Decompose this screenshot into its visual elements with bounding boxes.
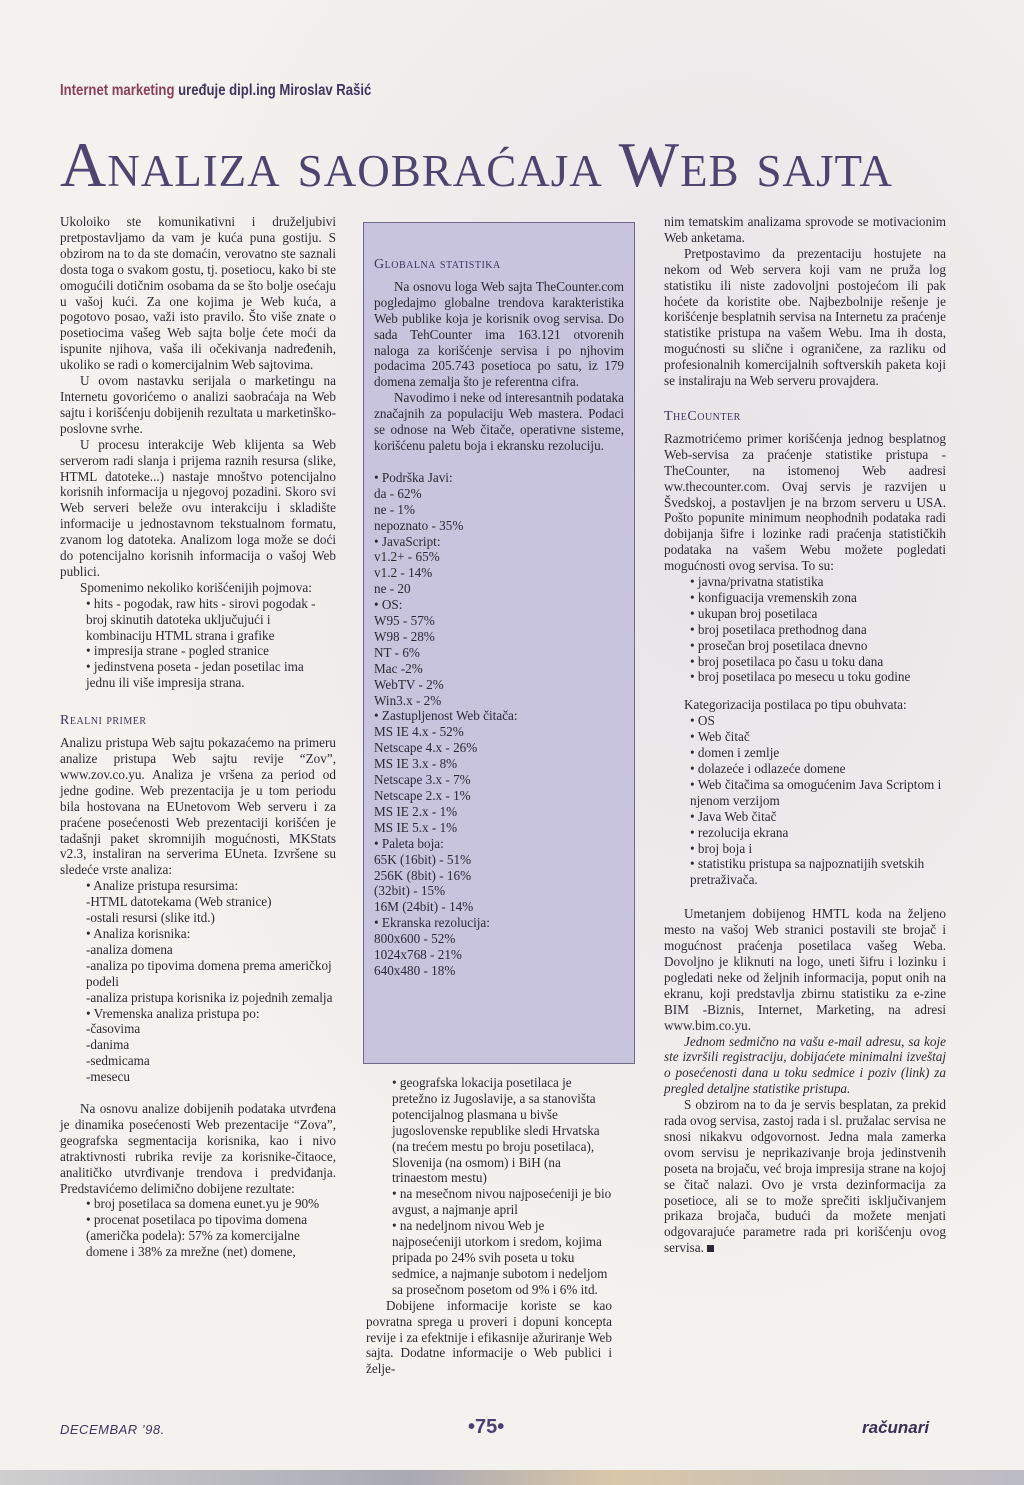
list-item: ne - 1%: [374, 501, 416, 517]
column-3: [664, 214, 946, 1256]
closing-text: S obzirom na to da je servis besplatan, za prekid rada ovog servisa, zastoj rada i sl. pružalac servisa ne snosi nikakvu odgovornost. Jedna mala zamerka ovom servisu je neprikazivanje broja jedinstvenih poseta na brojaču, već broja impresija strane na kojoj se čitač nalazi. Ovo je vrsta dezinformacija za posetioce, ali se to može sprečiti isključivanjem prikaza brojača, budući da možete menjati odgovarajuće parametre rada pri korišćenju ovog servisa.: [664, 1097, 946, 1256]
list-item: 256K (8bit) - 16%: [374, 867, 472, 883]
paragraph: Analizu pristupa Web sajtu pokazaćemo na primeru analize pristupa Web sajtu revije “Zov”, www.zov.co.yu. Analiza je vršena za period od jedne godine. Web prezentacija je u tom periodu bila hostovana na EUnetovom Web serveru i za praćene posećenosti Web prezentaciji korišćen je tadašnji paket skromnijih mogućnosti, MKStats v2.3, instaliran na serverima EUneta. Izvršene su sledeće vrste analiza:: [60, 735, 336, 878]
list-item: • OS: [664, 713, 946, 729]
list-item: Mac -2%: [374, 660, 423, 676]
list-item: MS IE 4.x - 52%: [374, 724, 464, 740]
list-item: -analiza domena: [86, 941, 173, 957]
paragraph: Dobijene informacije koriste se kao povratna sprega u proveri i dopuni koncepta revije i za efektnije i efikasnije ažuriranje Web sajta. Dodatne informacije o Web publici i želje-: [366, 1297, 612, 1377]
list-item: • Web čitač: [664, 729, 946, 745]
list-item: • JavaScript:: [374, 533, 441, 549]
list-item: • Vremenska analiza pristupa po:: [86, 1005, 260, 1021]
list-item: -sedmicama: [86, 1053, 150, 1069]
list-item: -časovima: [86, 1021, 141, 1037]
page-number: •75•: [468, 1416, 505, 1438]
list-item: • dolazeće i odlazeće domene: [664, 761, 946, 777]
box-heading: Globalna statistika: [374, 257, 501, 272]
paragraph-italic: Jednom sedmično na vašu e-mail adresu, sa koje ste izvršili registraciju, dobijaćete minimalni izveštaj o posećenosti dana u toku sedmice i poziv (link) za pregled detaljne statistike pristupa.: [664, 1033, 946, 1097]
paragraph: Spomenimo nekoliko korišćenijih pojmova:: [80, 579, 312, 595]
list-item: • Paleta boja:: [374, 835, 444, 851]
list-item: Netscape 4.x - 26%: [374, 740, 478, 756]
list-item: • jedinstvena poseta - jedan posetilac ima jednu ili više impresija strana.: [60, 659, 336, 691]
list-item: • konfiguacija vremenskih zona: [664, 590, 946, 606]
list-item: -analiza pristupa korisnika iz pojednih zemalja: [86, 989, 333, 1005]
list-item: • procenat posetilaca po tipovima domena (američka podela): 57% za komercijalne domene i 38% za mrežne (net) domene,: [60, 1212, 336, 1260]
list-item: v1.2 - 14%: [374, 565, 433, 581]
list-item: 65K (16bit) - 51%: [374, 851, 472, 867]
paragraph: U procesu interakcije Web klijenta sa Web serverom radi slanja i prijema raznih resursa (slike, HTML datoteke...) nastaje mnoštvo potencijalno korisnih informacija u njegovoj pozadini. Skoro svi Web serveri beleže ovu interakciju i skladište informacije u jednostavnom tekstualnom formatu, zvanom log datoteka. Analizom loga može se doći do potencijalno korisnih informacija o vašoj Web publici.: [60, 436, 336, 579]
section-accent: Internet marketing: [60, 82, 175, 99]
paragraph: U ovom nastavku serijala o marketingu na Internetu govorićemo o analizi saobraćaja na Web sajtu i korišćenju dobijenih rezultata u marketinško-poslovne svrhe.: [60, 373, 336, 436]
list-item: • Ekranska rezolucija:: [374, 915, 490, 931]
column-2: [366, 1075, 612, 1377]
list-item: • statistiku pristupa sa najpoznatijih svetskih pretraživača.: [664, 856, 946, 888]
list-item: -danima: [86, 1037, 130, 1053]
section-heading: Realni primer: [60, 713, 147, 729]
column-1: [60, 214, 336, 1260]
list-item: • domen i zemlje: [664, 745, 946, 761]
list-item: • broj posetilaca po mesecu u toku godine: [664, 669, 946, 685]
list-item: MS IE 2.x - 1%: [374, 803, 458, 819]
list-item: • Analiza korisnika:: [86, 925, 191, 941]
list-item: W95 - 57%: [374, 613, 435, 629]
list-item: W98 - 28%: [374, 628, 435, 644]
list-item: -ostali resursi (slike itd.): [86, 910, 215, 926]
list-item: • hits - pogodak, raw hits - sirovi pogodak - broj skinutih datoteka uključujući i kombinaciju HTML strana i grafike: [60, 596, 336, 644]
categories-list: [664, 713, 946, 888]
list-item: ne - 20: [374, 581, 411, 597]
paragraph: Umetanjem dobijenog HMTL koda na željeno mesto na vašoj Web stranici postavili ste brojač i mogućnost praćenja posetilaca vašeg Weba. Dovoljno je kliknuti na logo, uneti šifru i lozinku i pogledati neke od željnih informacija, poput onih na ekranu, koji predstavlja zbirnu statistiku za e-zine BIM -Biznis, Internet, Marketing, na adresi www.bim.co.yu.: [664, 906, 946, 1033]
list-item: MS IE 5.x - 1%: [374, 819, 458, 835]
list-item: • Web čitačima sa omogućenim Java Scriptom i njenom verzijom: [664, 777, 946, 809]
list-item: • broj boja i: [664, 841, 946, 857]
paragraph: Ukoloiko ste komunikativni i druželjubivi pretpostavljamo da vam je kuća puna gostiju. S obzirom na to da ste domaćin, verovatno ste saznali dosta toga o svakom gostu, tj. posetiocu, kako bi ste omogućili dotičnim osobama da se što bolje osećaju u vašoj kući. Za one kojima je Web kuća, a pogotovo posao, važi isto pravilo. Što više znate o posetiocima vašeg Web sajta bolje ćete moći da ispunite njihova, vaša ili očekivanja nadređenih, ukoliko se radi o komercijalnim Web sajtovima.: [60, 214, 336, 373]
list-item: (32bit) - 15%: [374, 883, 446, 899]
magazine-logo: računari: [862, 1418, 930, 1437]
paragraph: Kategorizacija postilaca po tipu obuhvata:: [684, 697, 907, 713]
features-list: [664, 574, 946, 685]
paragraph: Navodimo i neke od interesantnih podataka značajnih za populaciju Web mastera. Podaci se odnose na Web čitače, operativne sisteme, korišćenu paletu boja i ekransku rezoluciju.: [374, 390, 624, 453]
list-item: • geografska lokacija posetilaca je pretežno iz Jugoslavije, a sa stanovišta potencijalnog plasmana u bivše jugoslovenske republike sledi Hrvatska (na trećem mestu po broju posetilaca), Slovenija (na osmom) i BiH (na trinaestom mestu): [366, 1075, 612, 1186]
list-item: Win3.x - 2%: [374, 692, 442, 708]
list-item: • broj posetilaca sa domena eunet.yu je 90%: [60, 1196, 336, 1212]
issue-date: DECEMBAR ’98.: [60, 1422, 165, 1437]
paragraph: [664, 1097, 946, 1256]
list-item: 800x600 - 52%: [374, 931, 456, 947]
list-item: • OS:: [374, 597, 403, 613]
list-item: • na mesečnom nivou najposećeniji je bio avgust, a najmanje april: [366, 1186, 612, 1218]
list-item: • Zastupljenost Web čitača:: [374, 708, 518, 724]
list-item: 16M (24bit) - 14%: [374, 899, 474, 915]
list-item: nepoznato - 35%: [374, 517, 464, 533]
list-item: • Podrška Javi:: [374, 469, 453, 485]
list-item: • Java Web čitač: [664, 809, 946, 825]
list-item: • prosečan broj posetilaca dnevno: [664, 638, 946, 654]
list-item: -HTML datotekama (Web stranice): [86, 894, 272, 910]
end-mark-icon: [707, 1245, 714, 1252]
list-item: 640x480 - 18%: [374, 962, 456, 978]
section-header: [60, 82, 371, 100]
list-item: MS IE 3.x - 8%: [374, 756, 458, 772]
statistics-list: [374, 470, 624, 979]
list-item: • ukupan broj posetilaca: [664, 606, 946, 622]
section-heading: TheCounter: [664, 408, 741, 424]
list-item: • Analize pristupa resursima:: [86, 878, 239, 894]
global-statistics-content: [374, 257, 624, 979]
bottom-edge-strip: [0, 1470, 1024, 1485]
list-item: WebTV - 2%: [374, 676, 444, 692]
list-item: NT - 6%: [374, 644, 420, 660]
list-item: 1024x768 - 21%: [374, 947, 462, 963]
list-item: • javna/privatna statistika: [664, 574, 946, 590]
list-item: -analiza po tipovima domena prema američkoj podeli: [86, 957, 332, 989]
list-item: • impresija strane - pogled stranice: [60, 643, 336, 659]
list-item: v1.2+ - 65%: [374, 549, 440, 565]
list-item: • na nedeljnom nivou Web je najposećeniji utorkom i sredom, kojima pripada po 24% svih poseta u toku sedmice, a najmanje subotom i nedeljom sa prosečnom posetom od 9% i 6% itd.: [366, 1218, 612, 1298]
paragraph: Pretpostavimo da prezentaciju hostujete na nekom od Web servera koji vam ne pruža log statistiku ili niste zadovoljni postojećom ili pak hoćete da koristite obe. Najbezbolnije rešenje je korišćenje besplatnih servisa na Internetu za praćenje statistike pristupa na vašem Webu. Ima ih dosta, mogućnosti su slične i ograničene, za razliku od profesionalnih komercijalnih softverskih paketa koji se instaliraju na Web serveru provajdera.: [664, 245, 946, 389]
list-item: Netscape 2.x - 1%: [374, 788, 471, 803]
list-item: da - 62%: [374, 485, 422, 501]
global-statistics-box: [363, 222, 635, 1064]
section-editor: uređuje dipl.ing Miroslav Rašić: [174, 82, 372, 99]
paragraph: Na osnovu loga Web sajta TheCounter.com pogledajmo globalne trendova karakteristika Web publike koja je korisnik ovog servisa. Do sada TehCounter ima 163.121 otvorenih naloga za korišćenje servisa i po njhovim podacima 205.743 posetioca po satu, iz 179 domena zemalja što je referentna cifra.: [374, 278, 624, 390]
paragraph: nim tematskim analizama sprovode se motivacionim Web anketama.: [664, 214, 946, 245]
list-item: -mesecu: [86, 1069, 130, 1085]
list-item: • broj posetilaca prethodnog dana: [664, 622, 946, 638]
list-item: • rezolucija ekrana: [664, 825, 946, 841]
paragraph: Razmotrićemo primer korišćenja jednog besplatnog Web-servisa za praćenje statistike pristupa -TheCounter, na istomenoj Web aadresi ww.thecounter.com. Ovaj servis je razvijen u Švedskoj, a postavljen je na brzom serveru u USA. Pošto popunite minimum neophodnih podataka radi dobijanja šifre i lozinke radi praćenja statističkih podataka na vašem Webu možete pogledati mogućnosti ovog servisa. To su:: [664, 430, 946, 574]
paragraph: Na osnovu analize dobijenih podataka utvrđena je dinamika posećenosti Web prezentacije “Zova”, geografska segmentacija korisnika, kao i nivo atraktivnosti rubrika revije za korisnike-čitaoce, analitičko utvrđivanje trendova i predviđanja. Predstavićemo delimično dobijene rezultate:: [60, 1101, 336, 1196]
article-title: Analiza saobraćaja Web sajta: [60, 129, 893, 200]
list-item: • broj posetilaca po času u toku dana: [664, 654, 946, 670]
list-item: Netscape 3.x - 7%: [374, 772, 471, 788]
